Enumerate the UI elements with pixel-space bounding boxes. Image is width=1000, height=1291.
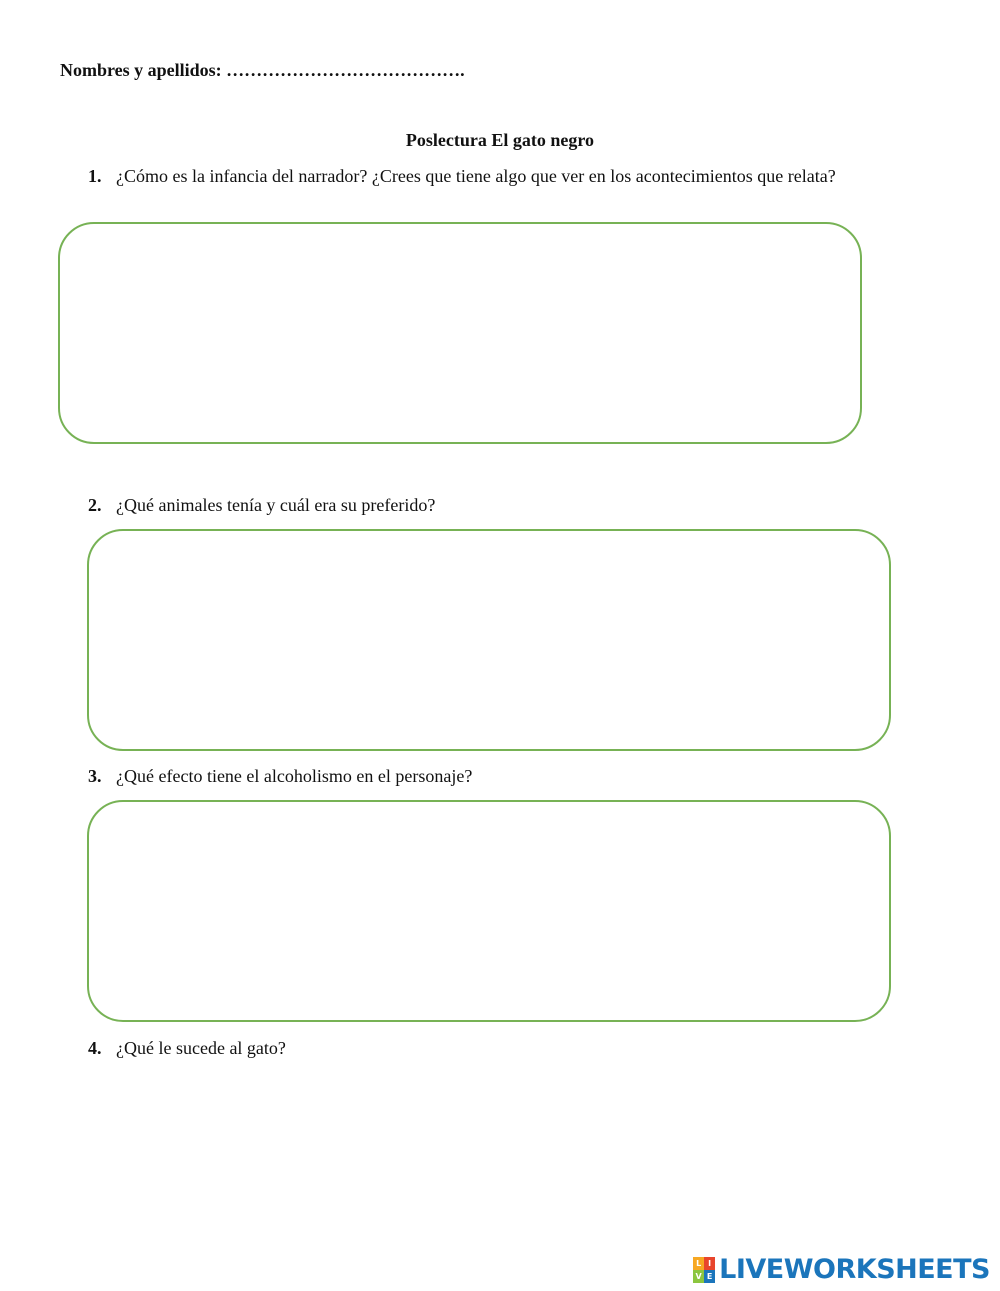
question-text: ¿Cómo es la infancia del narrador? ¿Crees que tiene algo que ver en los acontecimientos que relata? (116, 166, 836, 186)
question-4 (88, 1038, 286, 1059)
logo-letter: L (693, 1257, 704, 1270)
liveworksheets-logo-icon (693, 1257, 715, 1283)
liveworksheets-wordmark: LIVEWORKSHEETS (719, 1254, 990, 1285)
question-number: 1. (88, 166, 102, 186)
logo-letter: E (704, 1270, 715, 1283)
answer-box-3[interactable] (87, 800, 891, 1022)
logo-letter: I (704, 1257, 715, 1270)
question-2 (88, 495, 435, 516)
answer-box-2[interactable] (87, 529, 891, 751)
question-text: ¿Qué animales tenía y cuál era su preferido? (116, 495, 436, 515)
question-text: ¿Qué le sucede al gato? (116, 1038, 286, 1058)
logo-letter: V (693, 1270, 704, 1283)
question-number: 2. (88, 495, 102, 515)
question-3 (88, 766, 472, 787)
liveworksheets-brand (693, 1254, 990, 1286)
question-number: 3. (88, 766, 102, 786)
answer-box-1[interactable] (58, 222, 862, 444)
question-number: 4. (88, 1038, 102, 1058)
question-text: ¿Qué efecto tiene el alcoholismo en el personaje? (116, 766, 473, 786)
name-field-label: Nombres y apellidos: …………………………………. (60, 60, 465, 80)
question-1 (88, 166, 836, 187)
page-title: Poslectura El gato negro (405, 130, 595, 150)
